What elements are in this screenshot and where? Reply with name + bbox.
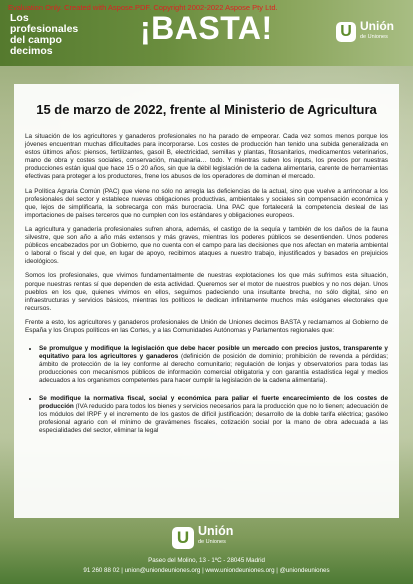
body-paragraph: La Política Agraria Común (PAC) que viene no sólo no arregla las deficiencias de la actual, sino que vuelve a arrinconar a los profesionales del sector y establece nuevas obligaciones productivas, ambientales y sociales sin compensación económica y que, lejos de simplificarla, la sobrecarga con más burocracia. Una PAC que fortalecerá la competencia desleal de las importaciones de países terceros que no cumplen con los estándares y obligaciones europeos. [25,187,388,219]
union-logo-icon: U [172,527,194,549]
logo-name: Unión [360,19,394,33]
slogan-line: profesionales [10,23,79,35]
header-slogan [10,13,120,57]
body-paragraph: Frente a esto, los agricultores y ganaderos profesionales de Unión de Uniones decimos BASTA y reclamamos al Gobierno de España y los Grupos políticos en las Cortes, y a las Comunidades Autónomas y Parlamentos regionales que: [25,318,388,334]
slogan-line: del campo [10,34,62,46]
union-logo-icon: U [336,22,356,42]
evaluation-watermark: Evaluation Only. Created with Aspose.PDF. Copyright 2002-2022 Aspose Pty Ltd. [8,3,278,12]
body-paragraph: La agricultura y ganadería profesionales sufren ahora, además, el castigo de la sequía y también de los daños de la fauna silvestre, que son año a año más extensos y más graves, mientras los poderes públicos se desentienden. Unos poderes públicos encabezados por un Gobierno, que no cuenta con el campo para las decisiones que nos afectan en materia ambiental o laboral o fiscal y del que, en lugar de apoyo, recibimos ataques a nuestro trabajo, injustificados y basados en prejuicios ideológicos. [25,225,388,266]
logo-name: Unión [198,524,234,538]
header-banner [0,0,413,66]
body-paragraph: Somos los profesionales, que vivimos fundamentalmente de nuestras explotaciones los que más sufrimos esta situación, porque nuestras rentas sí que dependen de esta actividad. Queremos ser el motor de nuestros pueblos y no nos dejan. Unos pueblos en los que, quienes vivimos en ellos, seguimos padeciendo una insultante brecha, no sólo digital, sino en infraestructuras y servicios básicos, mientras los políticos le dedican infinitamente muchos más eslóganes electorales que recursos. [25,272,388,312]
demands-list [25,345,388,435]
page-title: 15 de marzo de 2022, frente al Ministerio de Agricultura [36,102,377,117]
demand-detail: (definición de posición de dominio; prohibición de revenda a pérdidas; ámbito de protección de la ley conforme al derecho comunitario; regulación de lonjas y observatorios para todas las producciones con mecanismos públicos de información comercial obligatoria y con garantía estadística legal y medios adecuados a los organismos competentes para hacer cumplir la legislación de la cadena alimentaria). [39,353,388,385]
demand-detail: (IVA reducido para todos los bienes y servicios necesarios para la producción que no lo tienen; adecuación de los módulos del IRPF y el incremento de los gastos de difícil justificación; desarrollo de la doble tarifa eléctrica; gasóleo profesional agrario con el mínimo de gravámenes fiscales, cotización social por la mano de obra adecuada a las especialidades del sector, eliminar la legal [39,402,388,434]
slogan-line: Los [10,12,29,24]
logo-subname: de Uniones [198,539,226,545]
body-paragraph: La situación de los agricultores y ganaderos profesionales no ha parado de empeorar. Cada vez somos menos porque los jóvenes encuentran muchas dificultades para incorporarse. Los costes de producción han tenido una subida generalizada en estos últimos años: piensos, fertilizantes, gasoil B, electricidad, semillas y plantas, fitosanitarios, medicamentos veterinarios, mano de obra y costes sociales, conservación, maquinaria… todo. Y mientras suben los inputs, los precios por nuestras producciones están igual que hace 15 o 20 años, sin que la débil legislación de la cadena alimentaria, carente de herramientas efectivas para proteger a los productores, frene los abusos de los operadores de dominan el mercado. [25,133,388,181]
basta-headline: ¡BASTA! [140,10,273,46]
footer-contact: 91 260 88 02 | union@uniondeuniones.org | www.uniondeuniones.org | @uniondeuniones [83,567,330,574]
demand-item [39,345,388,385]
footer-address: Paseo del Molino, 13 - 1ºC - 28045 Madrid [148,557,265,564]
footer-logo [172,525,252,553]
demand-item [39,395,388,435]
demand-heading: Se promulgue y modifique la legislación que debe hacer posible un mercado con precios justos, transparente y equitativo para los agricultores y ganaderos [39,345,388,361]
logo-subname: de Uniones [360,34,388,40]
union-logo [336,20,406,46]
content-panel [14,84,399,518]
demand-heading: Se modifique la normativa fiscal, social y económica para paliar el fuerte encarecimiento de los costes de producción [39,394,388,410]
slogan-line: decimos [10,45,53,57]
